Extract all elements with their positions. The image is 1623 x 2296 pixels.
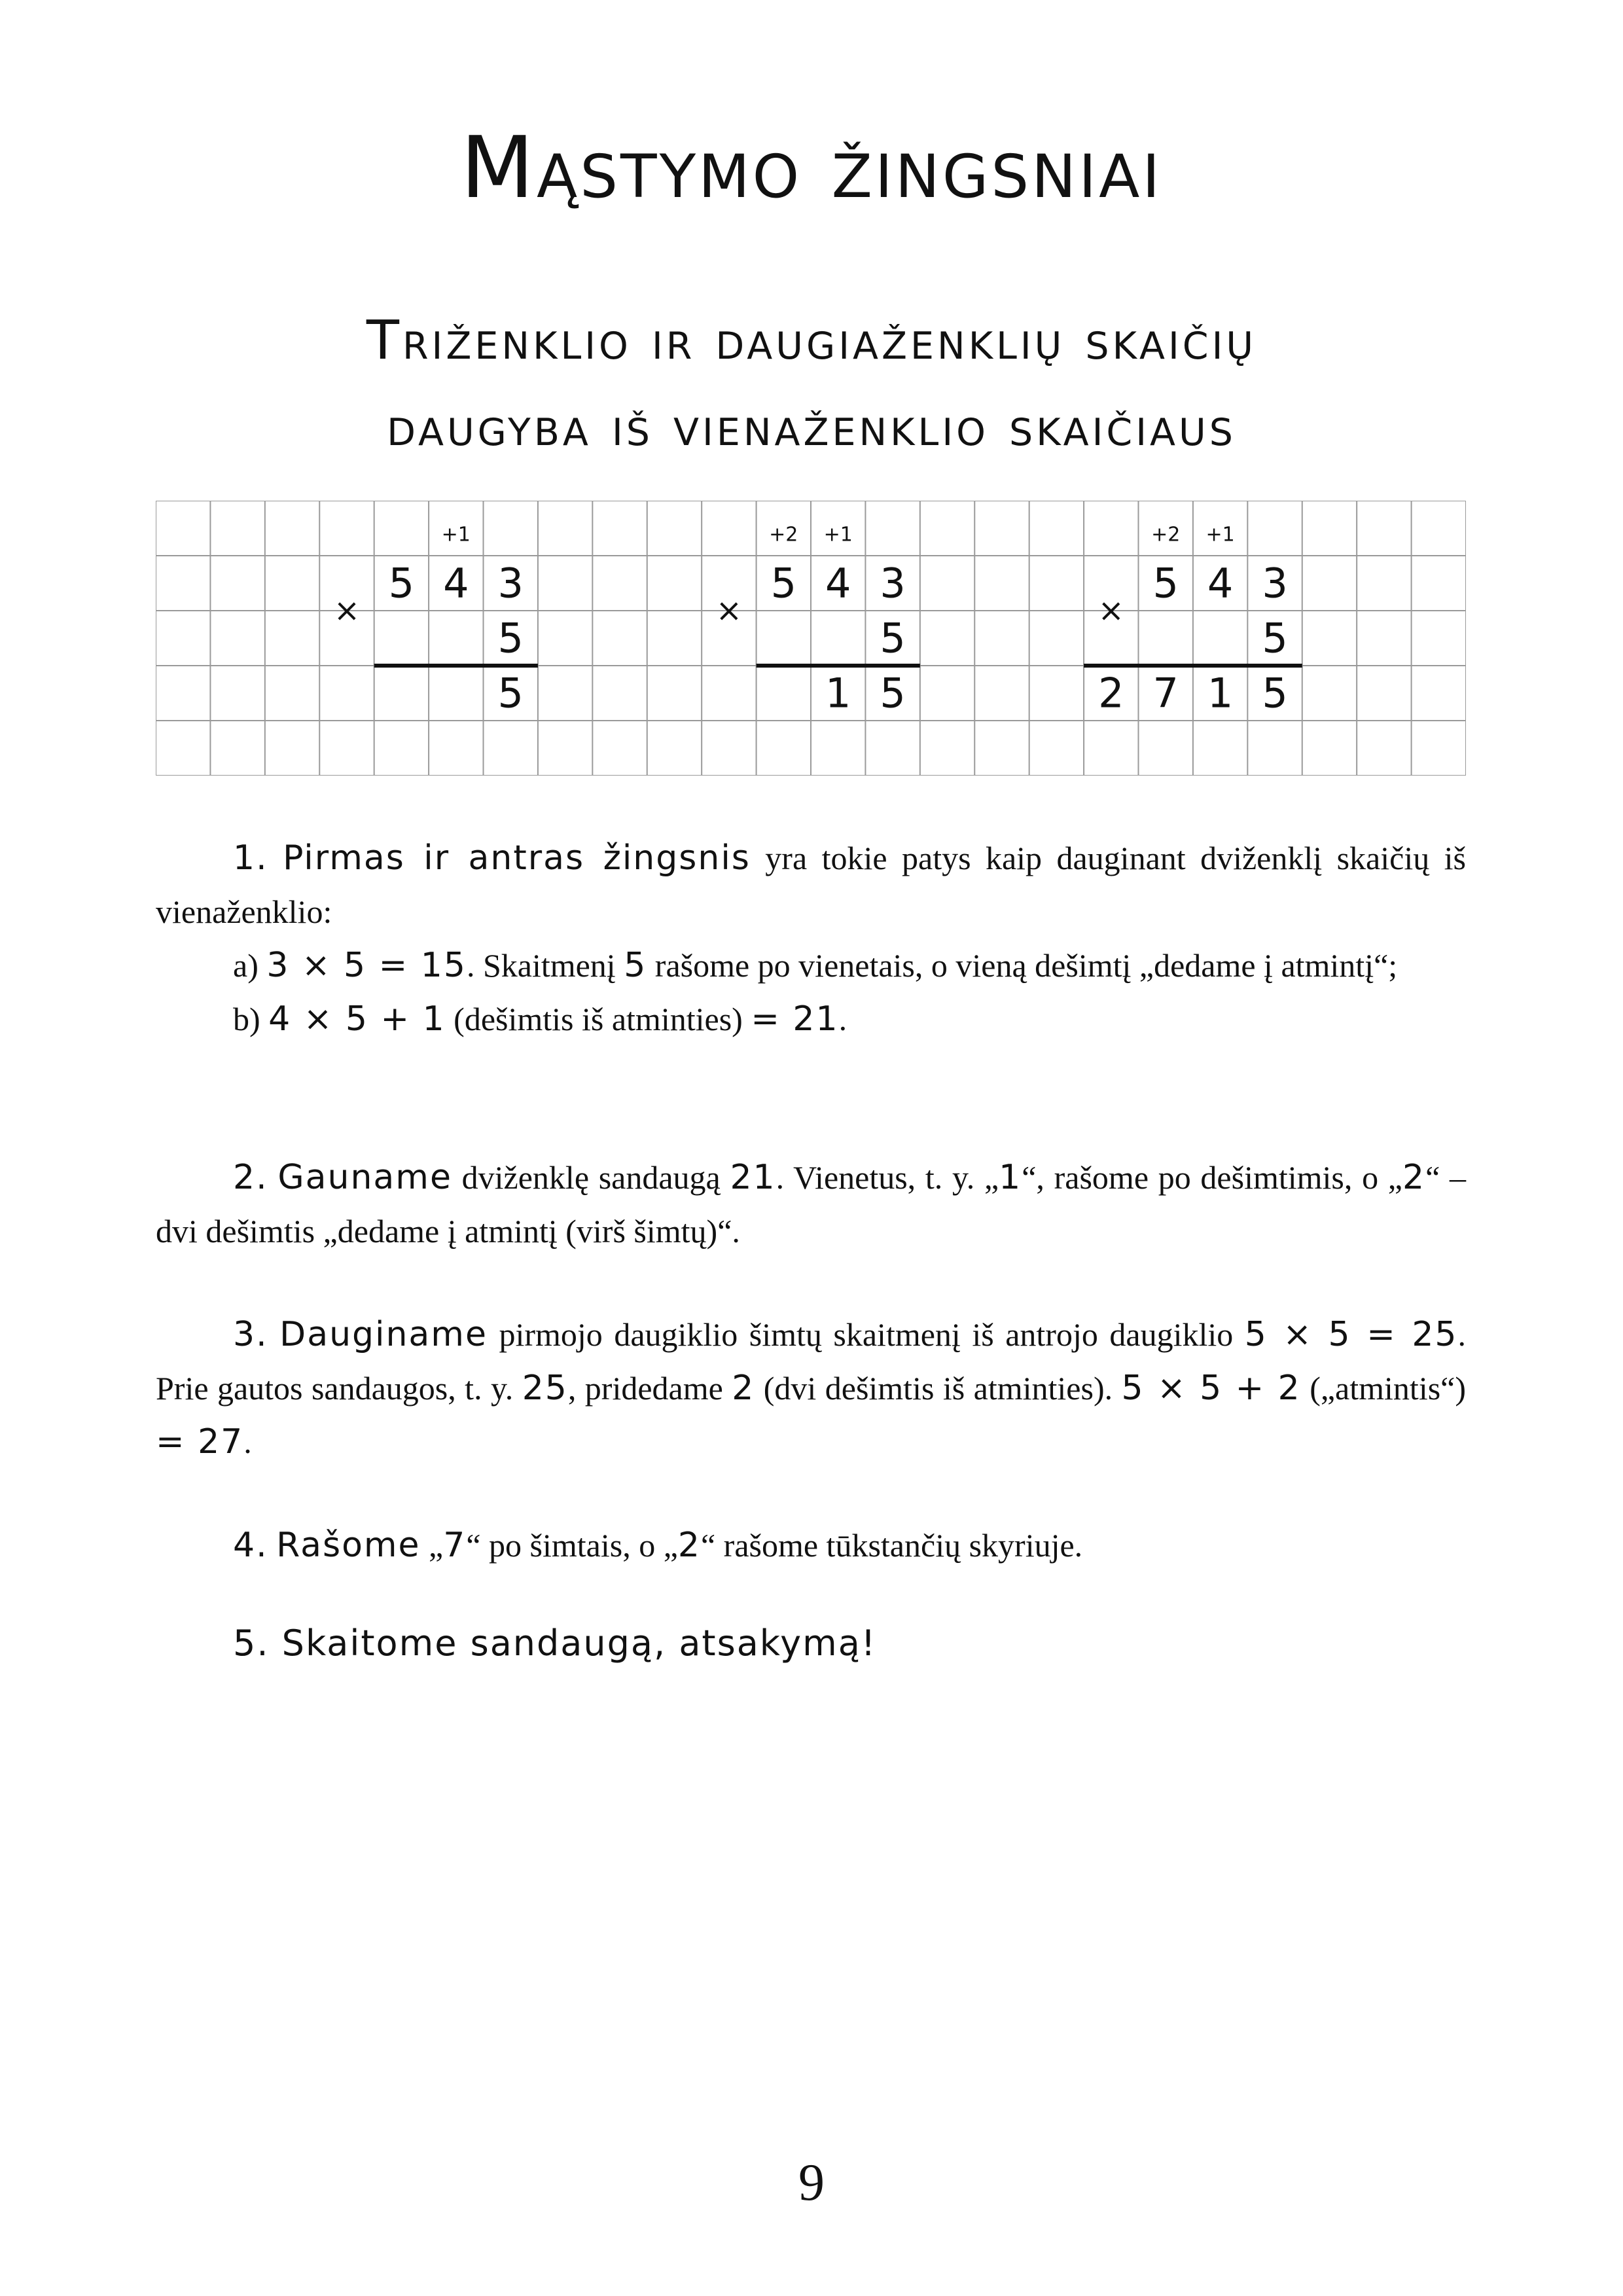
step-4-text-3: “ rašome tūkstančių skyriuje. [700,1527,1083,1564]
result-digit: 7 [1152,669,1179,717]
multiplicand-digit: 5 [770,559,797,607]
carry-digit: +1 [1205,523,1235,547]
step-3-heading: Dauginame [279,1315,488,1354]
step-1-a-label: a) [233,947,267,984]
multiplier-digit: 5 [497,614,524,662]
step-2-text-1: dviženklę sandaugą [452,1159,730,1196]
step-1-intro [156,831,1466,939]
step-1-a-text-1: . Skaitmenį [466,947,624,984]
multiplicand-digit: 4 [825,559,851,607]
step-4-heading: Rašome [276,1526,421,1565]
step-1-a-digit: 5 [624,946,647,985]
step-4-digit-2: 2 [677,1526,701,1565]
step-1-a [156,939,1466,992]
multiplicand-digit: 3 [1262,559,1288,607]
step-1-number: 1. [233,838,268,878]
multiply-sign-icon: × [1097,592,1124,629]
step-1-b-expression: 4 × 5 + 1 [268,999,446,1039]
result-digit: 5 [497,669,524,717]
step-5-paragraph [156,1617,1466,1671]
step-3-expression-5: = 27 [156,1422,244,1462]
step-1 [156,831,1466,1046]
step-2-text-4: “ – dvi dešimtis „dedame į atmintį (virš šimtų)“. [156,1159,1466,1249]
step-3-text-3: , pridedame [567,1370,732,1407]
multiplication-grid [156,501,1466,776]
step-3-expression-1: 5 × 5 = 25 [1244,1315,1458,1354]
section-title-line-1: Triženklio ir daugiaženklių skaičių [366,310,1257,372]
step-3-expression-3: 2 [732,1369,755,1408]
carry-digit: +1 [441,523,471,547]
step-2-text-2: . Vienetus, t. y. „ [776,1159,999,1196]
step-4-paragraph [156,1518,1466,1572]
step-2-text-3: “, rašome po dešimtimis, o „ [1022,1159,1402,1196]
multiplicand-digit: 3 [880,559,906,607]
step-1-b-end: . [838,1001,847,1037]
step-2-number: 2. [233,1158,268,1197]
multiplicand-digit: 4 [1207,559,1234,607]
step-2-paragraph [156,1151,1466,1258]
step-5 [156,1617,1466,1671]
step-1-heading: Pirmas ir antras žingsnis [283,838,751,878]
step-4-text-1: „ [420,1527,444,1564]
step-1-b-result: = 21 [751,999,839,1039]
step-3-expression-2: 25 [522,1369,568,1408]
carry-digit: +2 [1151,523,1181,547]
step-5-text: 5. Skaitome sandaugą, atsakymą! [233,1623,877,1664]
step-3-text-4: (dvi dešimtis iš atminties). [755,1370,1122,1407]
multiplicand-digit: 5 [388,559,415,607]
step-3-text-5: („atmintis“) [1300,1370,1467,1407]
carry-digit: +2 [769,523,798,547]
step-2-digit-2: 2 [1402,1158,1426,1197]
step-4-number: 4. [233,1526,268,1565]
multiplier-digit: 5 [880,614,906,662]
multiplicand-digit: 4 [443,559,469,607]
step-3-text-2: . Prie gautos sandaugos, t. y. [156,1316,1466,1407]
page-number: 9 [798,2154,825,2212]
step-4-text-2: “ po šimtais, o „ [466,1527,678,1564]
step-4 [156,1518,1466,1572]
section-title-line-2: daugyba iš vienaženklio skaičiaus [387,396,1236,458]
step-2 [156,1151,1466,1258]
result-digit: 5 [880,669,906,717]
carry-digit: +1 [823,523,853,547]
multiplicand-digit: 5 [1152,559,1179,607]
step-1-b-text: (dešimtis iš atminties) [445,1001,751,1037]
multiply-sign-icon: × [333,592,361,629]
step-1-a-text-2: rašome po vienetais, o vieną dešimtį „dedame į atmintį“; [647,947,1398,984]
page-title: Mąstymo žingsniai [460,118,1163,217]
step-1-b-label: b) [233,1001,269,1037]
section-title [0,298,1623,471]
multiply-sign-icon: × [715,592,742,629]
step-3-paragraph [156,1308,1466,1469]
step-4-digit-7: 7 [443,1526,467,1565]
multiplier-digit: 5 [1262,614,1288,662]
step-2-digit-1: 1 [999,1158,1022,1197]
step-1-a-expression: 3 × 5 = 15 [266,946,467,985]
result-digit: 1 [1207,669,1234,717]
step-1-text: yra tokie patys kaip dauginant dviženklį skaičių iš vienaženklio: [156,840,1467,930]
step-3-number: 3. [233,1315,268,1354]
result-digit: 5 [1262,669,1288,717]
result-digit: 1 [825,669,851,717]
step-3-expression-4: 5 × 5 + 2 [1121,1369,1301,1408]
step-3-text-6: . [243,1424,252,1460]
step-2-number-21: 21 [730,1158,776,1197]
step-1-b [156,992,1466,1046]
result-digit: 2 [1098,669,1124,717]
step-3 [156,1308,1466,1469]
step-3-text-1: pirmojo daugiklio šimtų skaitmenį iš antrojo daugiklio [487,1316,1245,1353]
multiplicand-digit: 3 [497,559,524,607]
step-2-heading: Gauname [277,1158,452,1197]
grid-marks [334,524,1302,717]
